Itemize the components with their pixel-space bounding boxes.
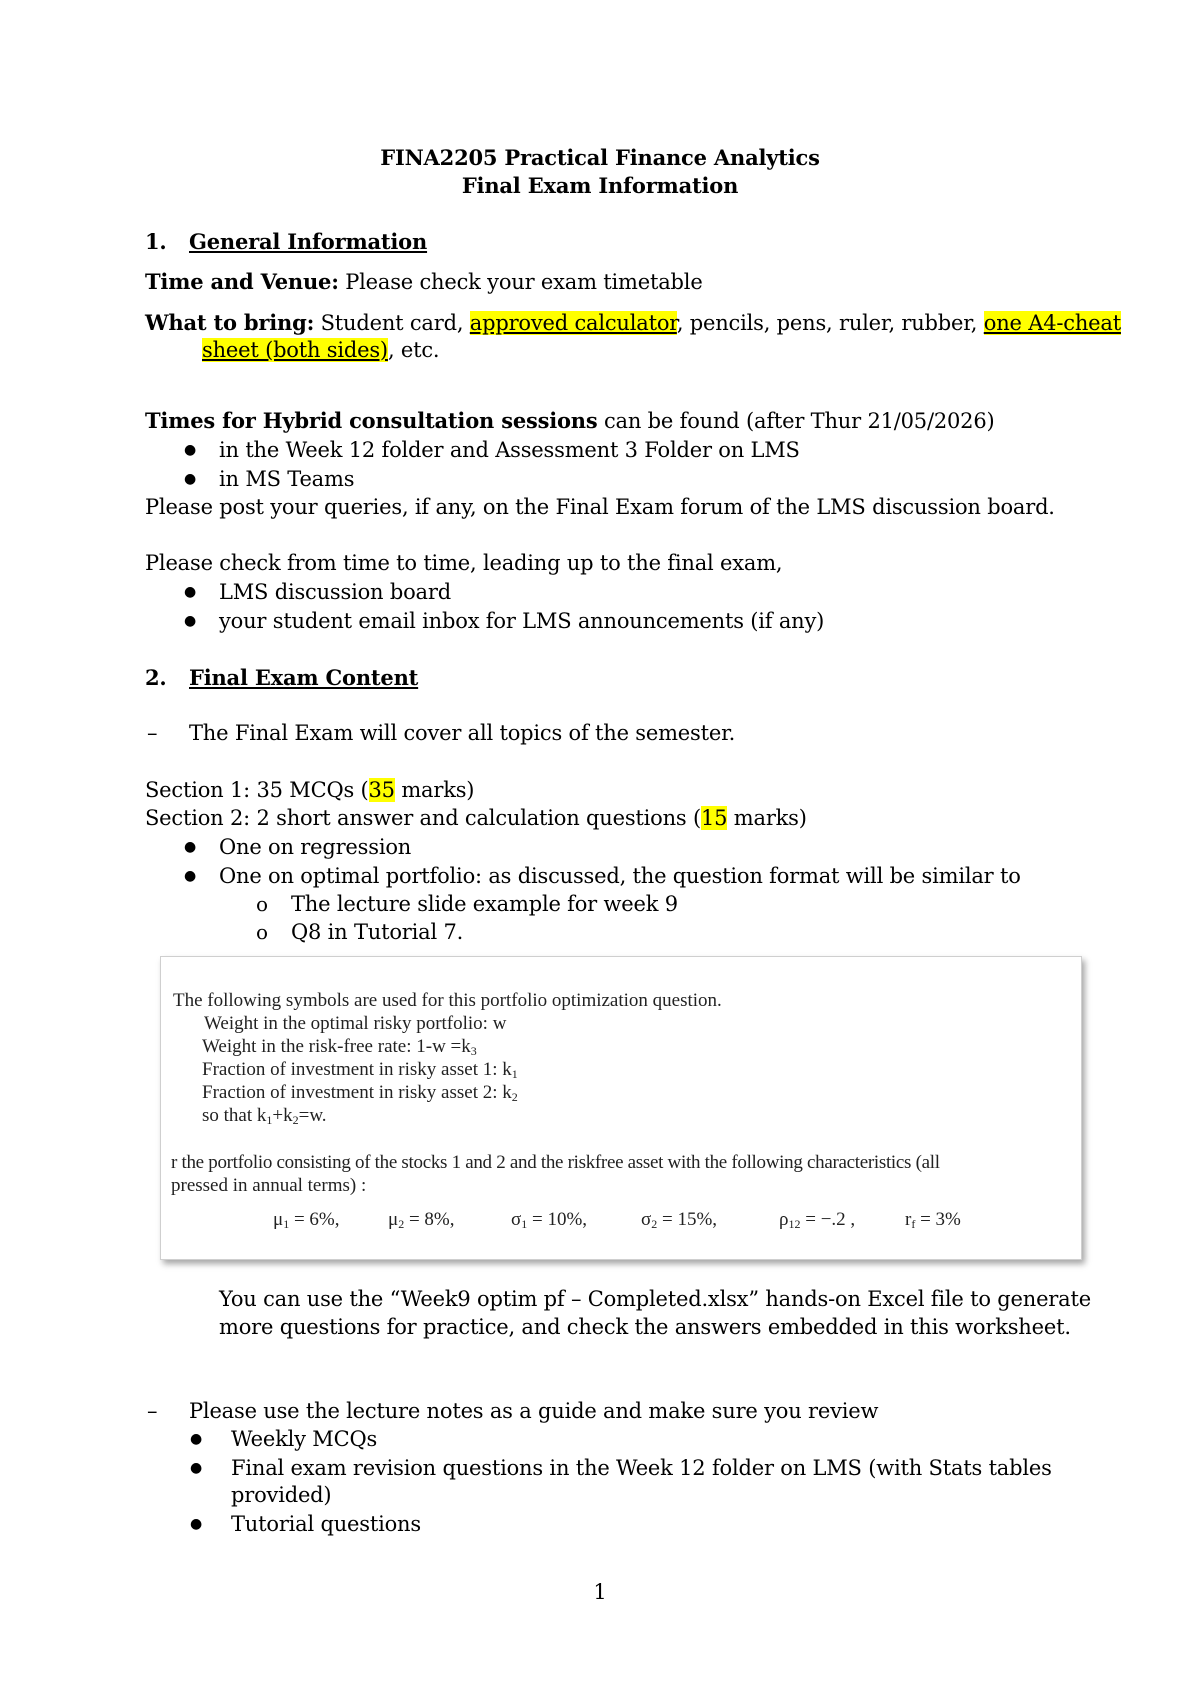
excel-note-line2: more questions for practice, and check the answers embedded in this worksheet. (219, 1315, 1071, 1339)
marks-text: Section 1: 35 MCQs ( (145, 778, 369, 802)
figure-subscript: 2 (292, 1113, 299, 1127)
section1-heading: General Information (189, 229, 428, 254)
bullet-icon: ● (184, 839, 197, 855)
marks-text: Section 2: 2 short answer and calculation questions ( (145, 806, 701, 830)
figure-subscript: 2 (511, 1090, 518, 1104)
consultation-line (145, 408, 994, 434)
list-item: Tutorial questions (231, 1512, 421, 1536)
figure-text: Weight in the risk-free rate: 1-w =k (202, 1036, 471, 1057)
bring-text: , etc. (387, 338, 440, 362)
param-symbol: μ (388, 1209, 399, 1230)
list-item: your student email inbox for LMS announcements (if any) (219, 609, 825, 633)
list-item: Weekly MCQs (231, 1427, 378, 1451)
highlight-cheat-sheet-cont: sheet (both sides) (202, 338, 388, 362)
bullet-icon: ● (184, 471, 197, 487)
review-text: Please use the lecture notes as a guide and make sure you review (189, 1399, 879, 1423)
figure-text: =w. (298, 1105, 327, 1126)
param-symbol: r (905, 1209, 912, 1230)
figure-subscript: 1 (511, 1067, 518, 1081)
figure-line: pressed in annual terms) : (171, 1175, 367, 1196)
bullet-icon: ● (184, 613, 197, 629)
figure-text: Fraction of investment in risky asset 2: k (202, 1082, 512, 1103)
param-symbol: μ (273, 1209, 284, 1230)
sub-list-item: The lecture slide example for week 9 (291, 892, 678, 916)
figure-text: so that k (202, 1105, 267, 1126)
highlight-15: 15 (700, 806, 728, 830)
param-subscript: 1 (521, 1217, 528, 1231)
what-to-bring-line-2 (202, 337, 439, 363)
param-value: = 6%, (289, 1209, 340, 1230)
figure-text: +k (272, 1105, 293, 1126)
portfolio-question-image (160, 956, 1082, 1260)
figure-subscript: 3 (470, 1044, 477, 1058)
param-mu2 (388, 1209, 454, 1235)
dash-marker: – (147, 1399, 158, 1423)
circle-bullet-icon: o (256, 892, 269, 916)
document-subtitle: Final Exam Information (461, 173, 739, 198)
param-rf (905, 1209, 961, 1235)
list-item: Final exam revision questions in the Week 12 folder on LMS (with Stats tables (231, 1456, 1052, 1480)
param-mu1 (273, 1209, 339, 1235)
bullet-icon: ● (184, 442, 197, 458)
section2-heading: Final Exam Content (189, 665, 419, 690)
sub-list-item: Q8 in Tutorial 7. (291, 920, 464, 944)
excel-note-line1: You can use the “Week9 optim pf – Completed.xlsx” hands-on Excel file to generate (219, 1287, 1091, 1311)
param-subscript: 12 (788, 1217, 801, 1231)
param-value: = −.2 , (800, 1209, 856, 1230)
what-to-bring-line (145, 310, 1121, 336)
bullet-icon: ● (190, 1460, 203, 1476)
bullet-icon: ● (184, 868, 197, 884)
list-item: One on optimal portfolio: as discussed, the question format will be similar to (219, 864, 1021, 888)
dash-marker: – (147, 721, 158, 745)
highlight-35: 35 (368, 778, 395, 802)
param-symbol: σ (511, 1209, 522, 1230)
list-item: in MS Teams (219, 467, 355, 491)
bring-text: , pencils, pens, ruler, rubber, (676, 311, 984, 335)
figure-line: The following symbols are used for this portfolio optimization question. (173, 990, 722, 1011)
bring-text: Student card, (314, 311, 470, 335)
list-item: LMS discussion board (219, 580, 451, 604)
bullet-icon: ● (184, 584, 197, 600)
section1-number: 1. (145, 229, 167, 254)
param-sigma1 (511, 1209, 587, 1235)
param-value: = 8%, (404, 1209, 455, 1230)
time-venue-text: Please check your exam timetable (338, 270, 703, 294)
section2-number: 2. (145, 665, 167, 690)
highlight-cheat-sheet: one A4-cheat (983, 311, 1121, 335)
param-subscript: 2 (398, 1217, 405, 1231)
param-value: = 15%, (657, 1209, 718, 1230)
figure-line: Weight in the optimal risky portfolio: w (204, 1013, 507, 1034)
time-venue-line (145, 269, 703, 295)
param-subscript: f (911, 1217, 916, 1231)
list-item: in the Week 12 folder and Assessment 3 Folder on LMS (219, 438, 800, 462)
bullet-icon: ● (190, 1431, 203, 1447)
post-queries-text: Please post your queries, if any, on the Final Exam forum of the LMS discussion board. (145, 495, 1055, 519)
what-to-bring-label: What to bring: (145, 310, 315, 335)
consultation-label: Times for Hybrid consultation sessions (145, 408, 598, 433)
param-symbol: σ (641, 1209, 652, 1230)
figure-text: Fraction of investment in risky asset 1: k (202, 1059, 512, 1080)
param-sigma2 (641, 1209, 717, 1235)
section1-marks-line (145, 777, 474, 803)
param-value: = 3% (915, 1209, 961, 1230)
figure-line (202, 1105, 327, 1131)
section2-marks-line (145, 805, 807, 831)
highlight-approved-calculator: approved calculator (469, 311, 677, 335)
cover-text: The Final Exam will cover all topics of the semester. (189, 721, 736, 745)
param-symbol: ρ (779, 1209, 789, 1230)
consultation-text: can be found (after Thur 21/05/2026) (597, 409, 995, 433)
document-title: FINA2205 Practical Finance Analytics (380, 145, 820, 170)
list-item-continuation: provided) (231, 1483, 332, 1507)
marks-text: marks) (727, 806, 807, 830)
page-number: 1 (593, 1580, 607, 1604)
time-venue-label: Time and Venue: (145, 269, 339, 294)
param-rho12 (779, 1209, 855, 1235)
param-subscript: 2 (651, 1217, 658, 1231)
circle-bullet-icon: o (256, 920, 269, 944)
list-item: One on regression (219, 835, 412, 859)
figure-subscript: 1 (266, 1113, 273, 1127)
figure-line: r the portfolio consisting of the stocks 1 and 2 and the riskfree asset with the following characteristics (all (171, 1152, 940, 1173)
marks-text: marks) (394, 778, 475, 802)
bullet-icon: ● (190, 1516, 203, 1532)
param-value: = 10%, (527, 1209, 588, 1230)
check-text: Please check from time to time, leading up to the final exam, (145, 551, 783, 575)
param-subscript: 1 (283, 1217, 290, 1231)
